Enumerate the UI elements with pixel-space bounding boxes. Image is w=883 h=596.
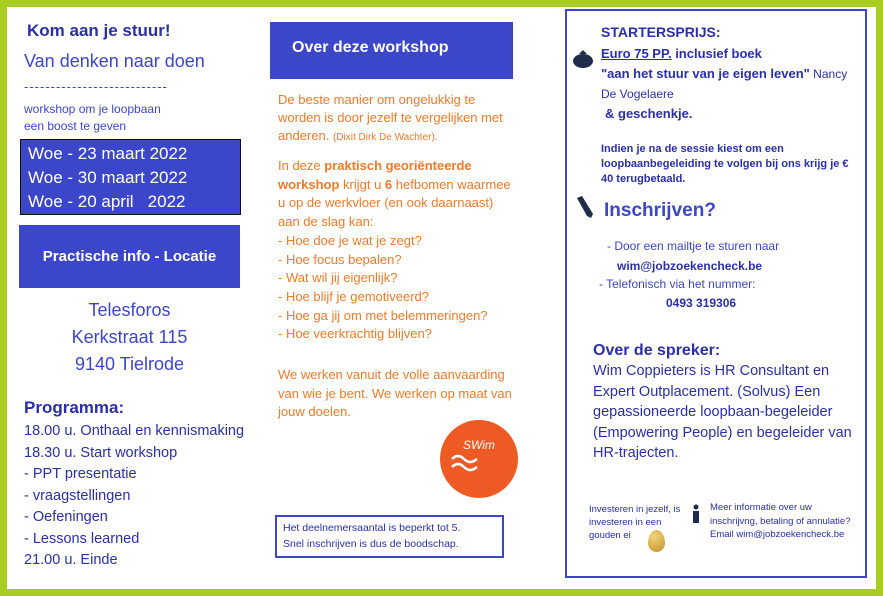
workshop-description (278, 157, 518, 344)
program-item: - PPT presentatie (24, 466, 137, 482)
question-item: - Hoe blijf je gemotiveerd? (278, 288, 430, 304)
limit-line: Snel inschrijven is dus de boodschap. (283, 537, 459, 550)
participant-limit-notice (275, 515, 504, 558)
venue-name: Telesforos (88, 300, 171, 320)
program-list (24, 421, 244, 572)
program-item: - Lessons learned (24, 530, 140, 547)
program-item: - vraagstellingen (24, 487, 131, 504)
invest-slogan: Investeren in jezelf, is investeren in een gouden ei (589, 504, 681, 541)
main-title: Kom aan je stuur! (27, 21, 171, 40)
speaker-title: Over de spreker: (593, 342, 721, 359)
limit-line: Het deelnemersaantal is beperkt tot 5. (283, 522, 461, 534)
desc-number: 6 (384, 176, 393, 192)
info-icon (690, 504, 702, 524)
desc-text: In deze (278, 158, 325, 173)
register-phone: 0493 319306 (666, 296, 737, 310)
intro-text: De beste manier om ongelukkig te worden is door jezelf te vergelijken met anderen. (278, 92, 503, 143)
wave-icon (450, 452, 480, 474)
refund-notice: Indien je na de sessie kiest om een loopbaanbegeleiding te volgen bij ons krijg je € 40 terugbetaald. (601, 143, 849, 185)
gift-text: & geschenkje. (605, 106, 693, 121)
divider: --------------------------- (24, 79, 168, 94)
register-mail-label: - Door een mailtje te sturen naar (607, 239, 780, 253)
pencil-icon (573, 195, 595, 219)
program-title: Programma: (24, 398, 125, 417)
desc-bold: praktisch georiënteerde workshop (278, 158, 472, 192)
question-item: - Hoe ga jij om met belemmeringen? (278, 307, 488, 323)
intro-quote (278, 91, 513, 147)
program-item: 21.00 u. Einde (24, 552, 118, 568)
more-info-text: Meer informatie over uw inschrijvng, betaling of annulatie? Email wim@jobzoekencheck.be (710, 502, 851, 540)
swim-logo (440, 420, 518, 498)
date-item: Woe - 23 maart 2022 (28, 144, 188, 163)
question-item: - Wat wil jij eigenlijk? (278, 270, 398, 286)
desc-text: krijgt u (339, 176, 385, 192)
price-amount: Euro 75 PP. (601, 46, 672, 61)
tagline-line: workshop om je loopbaan (24, 102, 161, 116)
venue-city: 9140 Tielrode (74, 354, 185, 374)
program-item: 18.00 u. Onthaal en kennismaking (24, 423, 245, 439)
venue-street: Kerkstraat 115 (71, 327, 188, 347)
book-author: Nancy De Vogelaere (601, 67, 848, 101)
program-item: 18.30 u. Start workshop (24, 444, 178, 461)
register-phone-label: - Telefonisch via het nummer: (599, 277, 756, 291)
question-item: - Hoe doe je wat je zegt? (278, 232, 422, 248)
golden-egg-icon (648, 530, 665, 552)
book-title: "aan het stuur van je eigen leven" (601, 66, 810, 81)
flyer-page (7, 7, 876, 589)
practical-info-heading: Practische info - Locatie (19, 225, 240, 288)
money-bag-icon (572, 48, 594, 68)
register-email[interactable]: wim@jobzoekencheck.be (617, 259, 763, 273)
tagline-line: een boost te geven (24, 119, 127, 133)
logo-text: SWim (463, 438, 495, 452)
closing-text: We werken vanuit de volle aanvaarding van wie je bent. We werken op maat van jouw doelen. (278, 367, 512, 420)
dates-box (20, 139, 241, 215)
workshop-heading: Over deze workshop (270, 22, 513, 79)
question-item: - Hoe focus bepalen? (278, 251, 402, 267)
price-title: STARTERSPRIJS: (601, 24, 721, 40)
quote-credit: (Dixit Dirk De Wachter). (332, 132, 438, 143)
tagline (24, 101, 161, 135)
subtitle: Van denken naar doen (24, 51, 205, 71)
date-item: Woe - 20 april 2022 (28, 192, 186, 211)
desc-text: hefbomen waarmee u op de werkvloer (en ook daarnaast) aan de slag kan: (278, 176, 511, 230)
price-details (601, 44, 856, 124)
register-title: Inschrijven? (604, 200, 716, 221)
price-incl: inclusief boek (671, 46, 762, 61)
program-item: - Oefeningen (24, 509, 108, 525)
venue-address (19, 297, 240, 378)
question-item: - Hoe veerkrachtig blijven? (278, 326, 432, 342)
speaker-bio: Wim Coppieters is HR Consultant en Expert Outplacement. (Solvus) Een gepassioneerde loopbaan-begeleider (Empowering People) en begeleider van HR-trajecten. (593, 363, 852, 461)
date-item: Woe - 30 maart 2022 (28, 168, 188, 187)
